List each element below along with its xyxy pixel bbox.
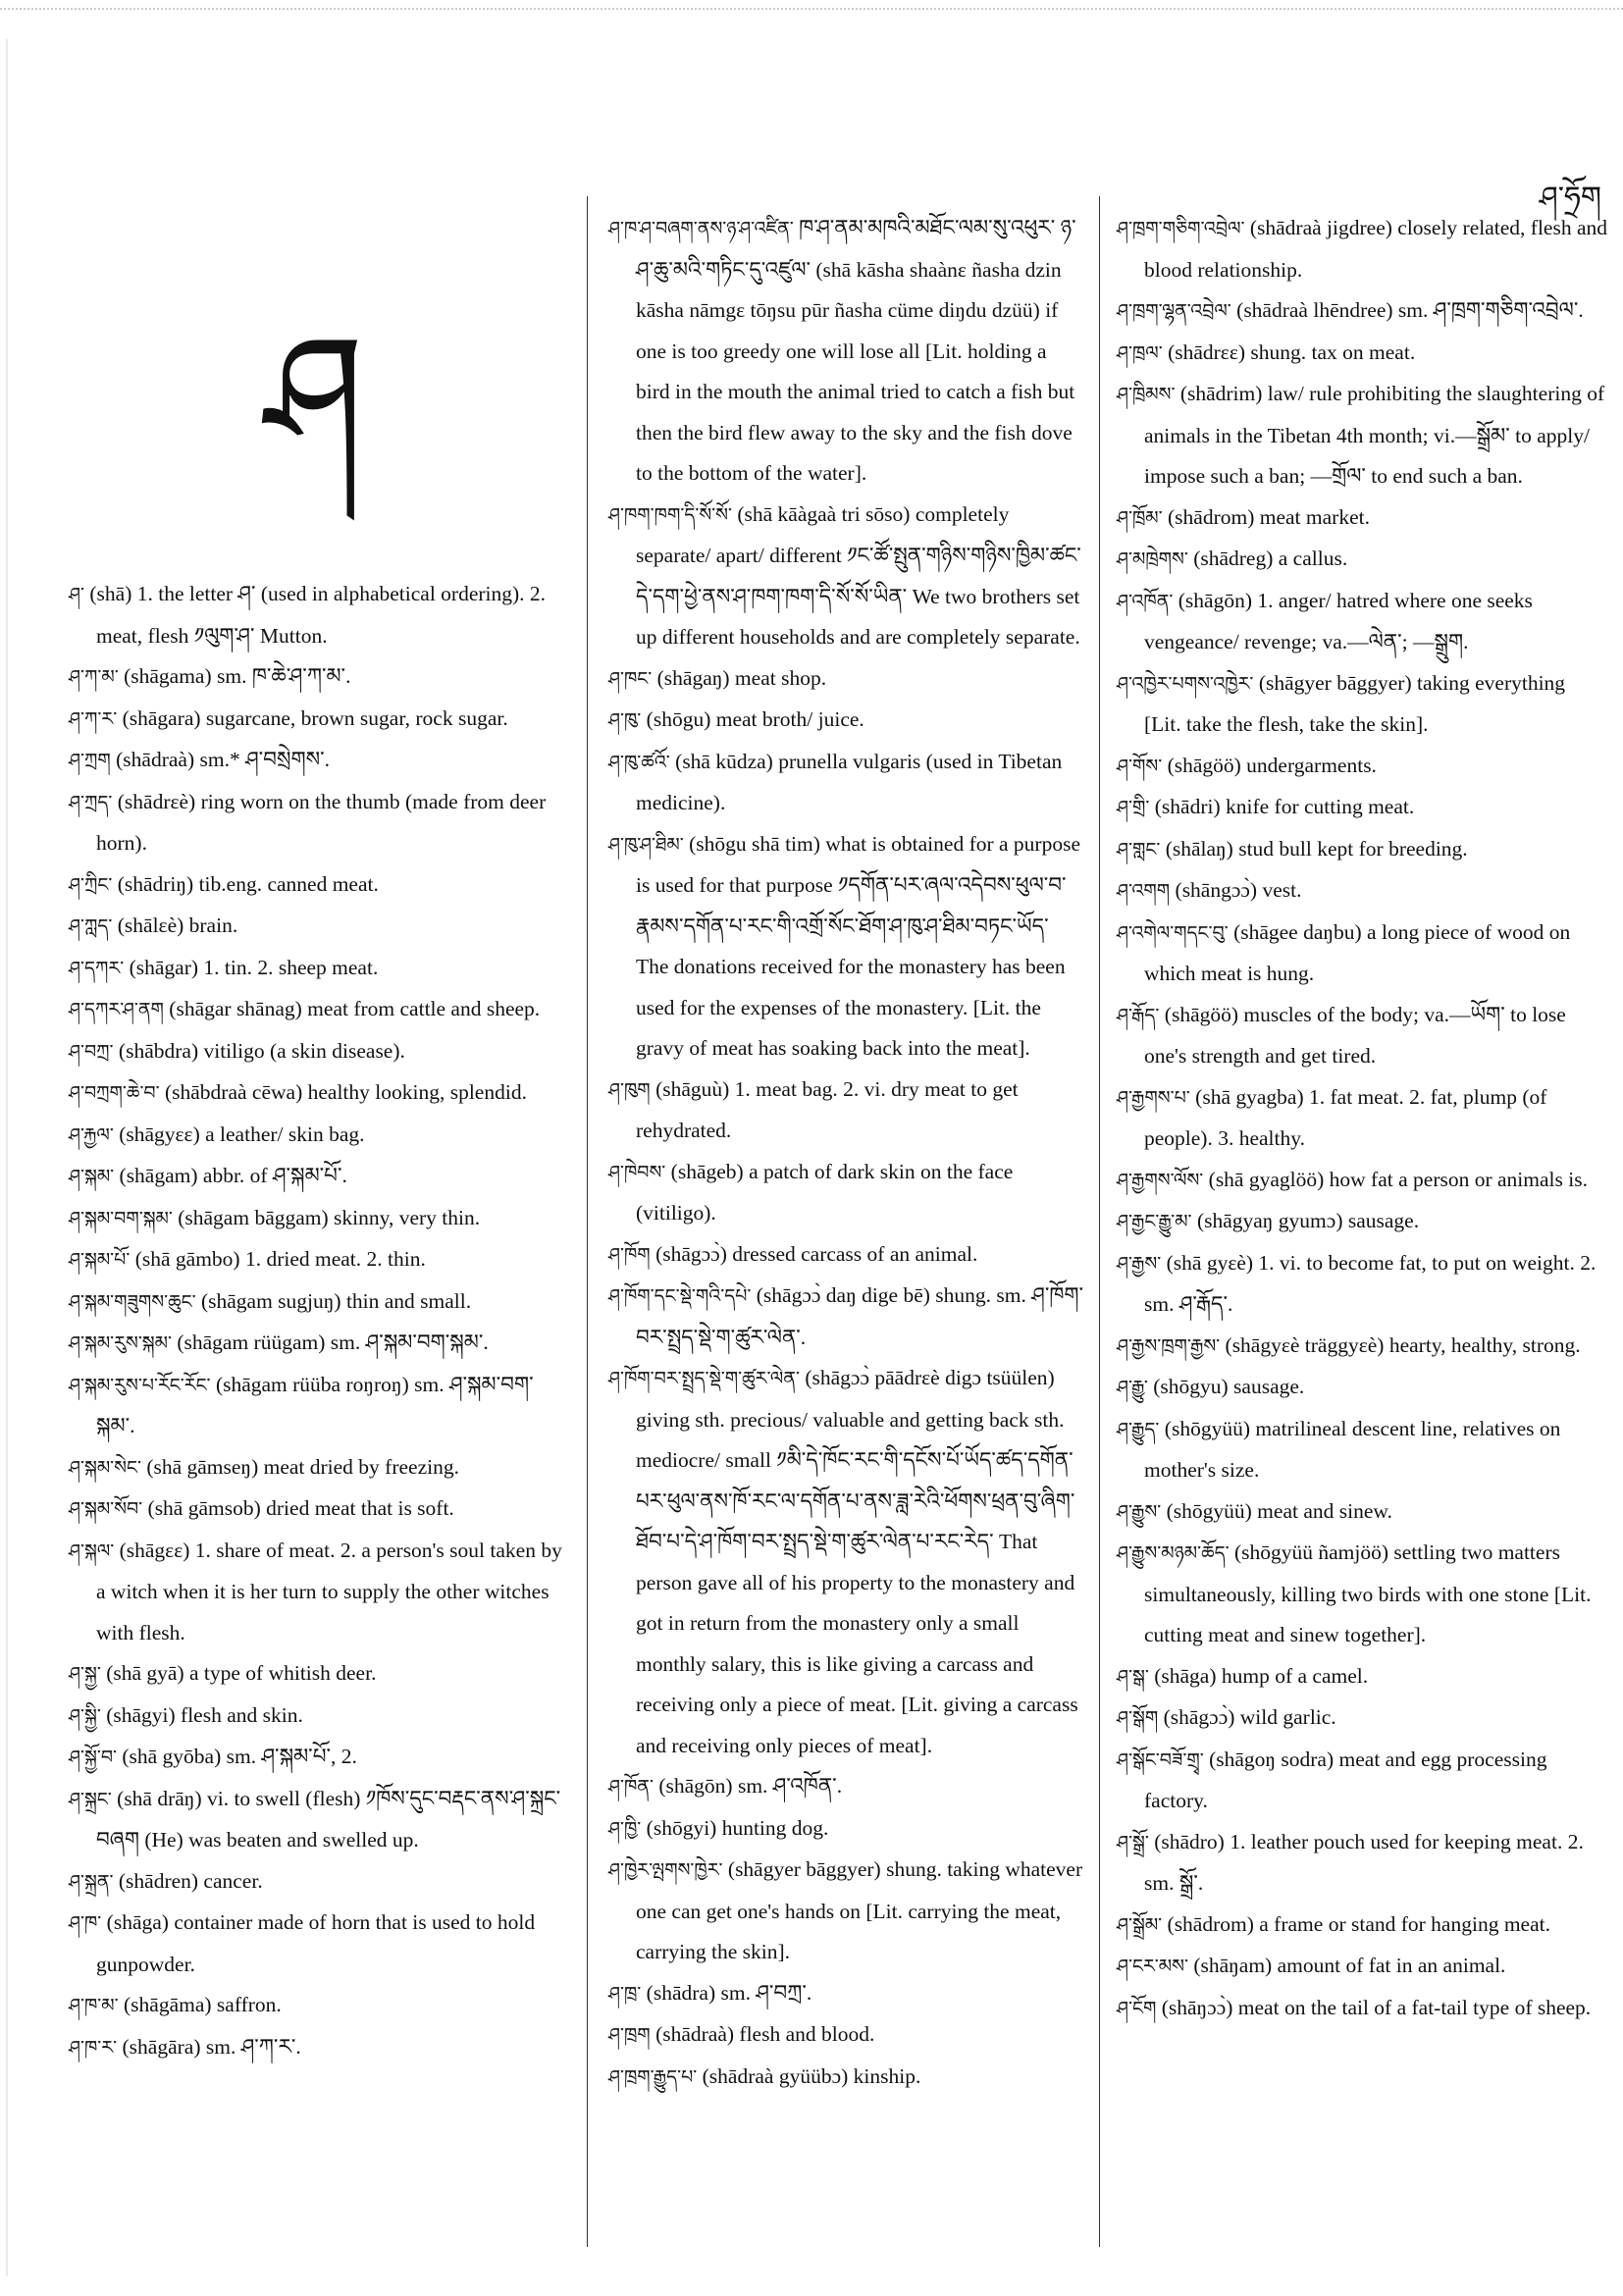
entry-definition: (shā gyōba) sm. ཤ་སྐམ་པོ་, 2. [116,1745,357,1768]
entry-definition: (shāguù) 1. meat bag. 2. vi. dry meat to get rehydrated. [636,1076,1019,1142]
dictionary-entry [1117,539,1607,581]
dictionary-entry [1117,1491,1607,1534]
entry-headword: ཤ་སྐྱོ་བ་ [69,1747,117,1768]
entry-headword: ཤ་ཁུ་ཚའོ་ [608,751,670,773]
entry-headword: ཤ་ཁྲག་གཅིག་འབྲེལ་ [1117,218,1245,239]
entry-headword: ཤ་སྐམ་རུས་པ་རོང་རོང་ [69,1374,211,1396]
entry-headword: ཤ་ [69,584,84,605]
dictionary-entry [1117,581,1607,663]
dictionary-entry [69,1447,564,1489]
dictionary-entry [1117,1822,1607,1905]
entry-definition: (shāgam rüüba roŋroŋ) sm. ཤ་སྐམ་བག་སྐམ་. [96,1372,534,1437]
dictionary-entry [1117,1533,1607,1656]
entry-definition: (shāgam rüügam) sm. ཤ་སྐམ་བག་སྐམ་. [171,1331,489,1354]
entry-definition: (shā drāŋ) vi. to swell (flesh) ༡ཁོས་དུང་བརྡང་ནས་ཤ་སྐྲང་བཞག (He) was beaten and swelled up. [96,1786,561,1852]
entry-headword: ཤ་སྒོང་བཟོ་གྲྭ་ [1117,1748,1204,1771]
entry-definition: (shābdraà cēwa) healthy looking, splendid. [159,1080,527,1104]
entry-headword: ཤ་ཁྲལ་ [1117,341,1163,364]
entry-headword: ཤ་ཁྲག [608,2024,651,2046]
entry-headword: ཤ་ཀ་ར་ [69,707,118,730]
entry-headword: ཤ་སྐམ་རུས་སྐམ་ [69,1332,172,1354]
dictionary-entry [69,1531,564,1654]
entry-headword: ཤ་སྒྲོམ་ [1117,1913,1163,1936]
entry-definition: (shādrɛɛ) shung. tax on meat. [1162,339,1416,364]
dictionary-entry [1117,1905,1607,1947]
entry-definition: (shādro) 1. leather pouch used for keeping meat. 2. sm. སྒྲོ་. [1144,1829,1584,1895]
entry-headword: ཤ་འགེལ་གདང་བུ་ [1117,921,1229,944]
dictionary-entry [1117,829,1607,871]
entry-definition: (shāgöö) muscles of the body; va.—ཡོག་ to lose one's strength and get tired. [1144,1002,1566,1068]
entry-definition: (shāgeb) a patch of dark skin on the face (vitiligo). [636,1159,1014,1225]
column-divider-2 [1099,196,1100,2247]
entry-definition: (shāgāma) saffron. [118,1993,282,2016]
entry-headword: ཤ་ཀ་མ་ [69,666,119,688]
dictionary-entry [608,824,1084,1070]
dictionary-entry [1117,995,1607,1077]
dictionary-entry [608,1973,1084,2015]
dictionary-entry [69,574,564,656]
entry-definition: (shāga) hump of a camel. [1148,1663,1369,1688]
entry-definition: (shāgam sugjuŋ) thin and small. [195,1288,472,1313]
entry-definition: (shāngɔɔ̀) vest. [1170,878,1302,902]
entry-headword: ཤ་ཀྲག [69,750,111,771]
entry-definition: (shā gyɛè) 1. vi. to become fat, to put on weight. 2. sm. ཤ་རྒོད་. [1144,1250,1597,1316]
dictionary-entry [1117,913,1607,995]
entry-headword: ཤ་སྐྲང་ [69,1788,112,1810]
entry-definition: (shāgɔɔ̀ pāādrɛè digɔ tsüülen) giving sth. precious/ valuable and getting back sth. mediocre/ small ༡མི་དེ་ཁོང་རང་གི་དངོས་པོ་ཡོད་ཚད་དགོན་པར་ཕུལ་ནས་ཁོ་རང་ལ་དགོན་པ་ནས་ཟླ་རེའི་ཕོགས་ཕྲན་བུ་ཞིག་ཐོབ་པ་དེ་ཤ་ཁོག་བར་སྤྲད་སྡེ་ག་ཚུར་ལེན་པ་རང་རེད་ That person gave all of his property to the monastery and got in return from the monastery only a small monthly salary, this is like giving a carcass and receiving only a piece of meat. [Lit. giving a carcass and receiving only pieces of meat]. [636,1366,1078,1757]
dictionary-entry [69,1072,564,1115]
entry-definition: (shāgam) abbr. of ཤ་སྐམ་པོ་. [114,1164,347,1187]
entry-definition: (shāgama) sm. ཁ་ཆེ་ཤ་ཀ་མ་. [118,664,351,688]
entry-definition: (shāgam bāggam) skinny, very thin. [172,1205,481,1229]
dictionary-entry [608,2014,1084,2057]
entry-definition: (shādreg) a callus. [1187,547,1348,570]
entry-definition: (shādrom) meat market. [1162,504,1370,529]
entry-definition: (shā gyā) a type of whitish deer. [100,1661,377,1685]
dictionary-entry [1117,1409,1607,1491]
column-2 [608,208,1084,2098]
entry-headword: ཤ་གླང་ [1117,838,1161,861]
entry-headword: ཤ་རྒྱུས་མཉམ་ཆོད་ [1117,1542,1230,1564]
dictionary-entry [69,1737,564,1779]
entry-headword: ཤ་ངོག [1117,1997,1157,2019]
entry-definition: (shāgyer bāggyer) shung. taking whatever one can get one's hands on [Lit. carrying the meat, carrying the skin]. [636,1857,1083,1963]
dictionary-entry [1117,1201,1607,1243]
entry-definition: (shāgyɛɛ) a leather/ skin bag. [113,1122,365,1146]
dictionary-entry [69,1488,564,1531]
dictionary-entry [608,1152,1084,1234]
entry-headword: ཤ་རྒྱགས་པ་ [1117,1086,1190,1109]
dictionary-entry [1117,374,1607,497]
dictionary-entry [1117,208,1607,290]
entry-definition: (shādraà lhēndree) sm. ཤ་ཁྲག་གཅིག་འབྲེལ་. [1230,298,1584,322]
dictionary-entry [608,700,1084,742]
entry-definition: (shādraà jigdree) closely related, flesh and blood relationship. [1144,216,1607,282]
entry-headword: ཤ་འཁྱེར་པགས་འཁྱེར་ [1117,672,1254,695]
dictionary-entry [69,1861,564,1904]
entry-definition: (shāŋam) amount of fat in an animal. [1187,1954,1506,1977]
dictionary-entry [1117,1077,1607,1160]
entry-definition: (shādraà) sm.* ཤ་བསྲེགས་. [110,748,331,771]
dictionary-entry [608,1070,1084,1152]
entry-headword: ཤ་ཁྲ་ [608,1982,642,2005]
entry-definition: (shōgu) meat broth/ juice. [641,707,864,731]
entry-headword: ཤ་ཁ་ [69,1912,102,1934]
dictionary-entry [69,1985,564,2027]
entry-headword: ཤ་ཁུ་ [608,709,642,731]
dictionary-entry [608,1358,1084,1766]
dictionary-entry [1117,1697,1607,1740]
dictionary-entry [69,948,564,990]
entry-definition: (shōgyüü) meat and sinew. [1161,1498,1392,1523]
entry-headword: ཤ་ཁོག [608,1243,651,1266]
column-divider-1 [587,196,588,2247]
entry-definition: (shāgōn) sm. ཤ་འཁོན་. [653,1774,843,1798]
entry-definition: (shōgu shā tim) what is obtained for a purpose is used for that purpose ༡དགོན་པར་ཞལ་འདེབས་ཕུལ་བ་རྣམས་དགོན་པ་རང་གི་འགྲོ་སོང་ཐོག་ཤ་ཁུ་ཤ་ཐིམ་བཏང་ཡོད་ The donations received for the monastery has been used for the expenses of the monastery. [Lit. the gravy of meat has soaking back into the meat]. [636,831,1081,1060]
entry-headword: ཤ་ཁང་ [608,667,653,690]
dictionary-entry [1117,1243,1607,1326]
entry-headword: ཤ་ཀྲད་ [69,791,113,813]
dictionary-entry [608,208,1084,495]
entry-headword: ཤ་ཁུ་ཤ་ཐིམ་ [608,833,684,856]
dictionary-entry [1117,1160,1607,1202]
entry-definition: (shālaŋ) stud bull kept for breeding. [1160,836,1468,861]
entry-definition: (shōgyu) sausage. [1147,1375,1305,1398]
dictionary-entry [69,740,564,782]
entry-headword: ཤ་ཀླད་ [69,915,113,937]
entry-headword: ཤ་སྐྲན་ [69,1870,114,1893]
dictionary-entry [1117,787,1607,829]
entry-headword: ཤ་སྐྱ་ [69,1663,101,1685]
column-3 [1117,208,1607,2029]
dictionary-entry [69,1031,564,1073]
entry-definition: (shāgyɛè träggyɛè) hearty, healthy, strong. [1220,1332,1581,1357]
entry-definition: (shā gyagba) 1. fat meat. 2. fat, plump (of people). 3. healthy. [1144,1084,1547,1150]
entry-definition: (shāgaŋ) meat shop. [652,665,827,690]
entry-definition: (shāga) container made of horn that is used to hold gunpowder. [96,1910,536,1976]
entry-headword: ཤ་ཁེབས་ [608,1161,666,1183]
dictionary-entry [608,742,1084,824]
entry-headword: ཤ་རྒྱས་ཁྲག་རྒྱས་ [1117,1334,1221,1357]
entry-headword: ཤ་འཁོན་ [1117,590,1174,612]
entry-definition: (shādren) cancer. [113,1868,263,1893]
entry-headword: ཤ་ཀྲིང་ [69,873,113,896]
dictionary-entry [1117,497,1607,540]
entry-headword: ཤ་ཁུག [608,1078,651,1101]
entry-definition: (shāgāra) sm. ཤ་ཀ་ར་. [117,2034,301,2059]
dictionary-entry [69,1198,564,1240]
dictionary-entry [608,495,1084,658]
entry-headword: ཤ་སྐམ་སེང་ [69,1456,141,1479]
entry-headword: ཤ་སྒོག [1117,1707,1159,1729]
dictionary-entry [69,1239,564,1281]
entry-definition: (shādrom) a frame or stand for hanging meat. [1162,1911,1550,1936]
dictionary-entry [69,1365,564,1447]
entry-headword: ཤ་མཁྲེགས་ [1117,548,1188,570]
entry-headword: ཤ་གོས་ [1117,755,1163,777]
dictionary-entry [69,656,564,699]
entry-headword: ཤ་ཁྱེར་ལྤགས་ཁྱེར་ [608,1859,723,1881]
dictionary-entry [608,1234,1084,1277]
entry-definition: (shōgyüü) matrilineal descent line, relatives on mother's size. [1144,1416,1561,1482]
dictionary-entry [69,782,564,864]
dictionary-entry [608,1808,1084,1851]
entry-headword: ཤ་ཁྱི་ [608,1817,642,1840]
entry-definition: (shā gyaglöö) how fat a person or animals is. [1203,1167,1588,1191]
entry-definition: (shā gāmseŋ) meat dried by freezing. [140,1454,459,1479]
dictionary-entry [1117,290,1607,333]
entry-definition: (shāgyi) flesh and skin. [100,1702,303,1727]
entry-definition: (shādraà) flesh and blood. [650,2022,875,2046]
entry-headword: ཤ་ཁ་ཤ་བཞག་ནས་ཉ་ཤ་འཛིན་ [608,218,794,239]
entry-headword: ཤ་གྲི་ [1117,797,1150,818]
entry-definition: (shāgara) sugarcane, brown sugar, rock sugar. [117,705,508,730]
entry-definition: (shāgɛɛ) 1. share of meat. 2. a person's soul taken by a witch when it is her turn to supply the other witches with flesh. [96,1538,562,1644]
entry-headword: ཤ་རྒྱགས་ལོས་ [1117,1169,1204,1191]
entry-headword: ཤ་སྐམ་ [69,1166,115,1187]
entry-definition: (shōgyi) hunting dog. [641,1815,829,1840]
dictionary-entry [69,1903,564,1985]
entry-definition: (shāgee daŋbu) a long piece of wood on which meat is hung. [1144,919,1571,985]
entry-headword: ཤ་སྐལ་ [69,1539,115,1562]
dictionary-entry [69,1653,564,1696]
entry-definition: (shālɛè) brain. [112,913,238,937]
dictionary-entry [608,2057,1084,2099]
entry-definition: (shāgöö) undergarments. [1162,753,1377,777]
entry-headword: ཤ་སྐམ་པོ་ [69,1249,131,1271]
entry-headword: ཤ་འགག [1117,880,1171,902]
entry-definition: (shāgɔɔ̀) dressed carcass of an animal. [650,1241,978,1266]
entry-definition: (shāgyer bāggyer) taking everything [Lit. take the flesh, take the skin]. [1144,670,1566,736]
entry-headword: ཤ་བཀྲག་ཆེ་བ་ [69,1082,160,1104]
entry-definition: (shā kāàgaà tri sōso) completely separate/ apart/ different ༡ང་ཚོ་སྤུན་གཉིས་གཉིས་ཁྱིམ་ཚང་དེ་དག་ཕྱེ་ནས་ཤ་ཁག་ཁག་དི་སོ་སོ་ཡིན་ We two brothers set up different households and are completely separate. [636,501,1081,649]
dictionary-entry [608,1766,1084,1808]
entry-definition: (shāgoŋ sodra) meat and egg processing factory. [1144,1747,1547,1812]
dictionary-entry [1117,663,1607,746]
left-scan-edge [6,39,8,2276]
entry-headword: ཤ་དཀར་ [69,957,125,979]
entry-headword: ཤ་སྐྱི་ [69,1704,101,1727]
entry-definition: (shā gāmsob) dried meat that is soft. [142,1496,454,1520]
entry-headword: ཤ་རྒྱུད་ [1117,1418,1160,1440]
entry-definition: (shā) 1. the letter ཤ་ (used in alphabetical ordering). 2. meat, flesh ༡ལུག་ཤ་ Mutton. [84,582,547,648]
entry-headword: ཤ་ཁག་ཁག་དི་སོ་སོ་ [608,503,732,526]
entry-headword: ཤ་སྐམ་སོབ་ [69,1498,143,1520]
dictionary-entry [69,1281,564,1324]
entry-headword: ཤ་ཁྲིམས་ [1117,384,1176,405]
dictionary-entry [1117,1326,1607,1368]
dictionary-entry [69,1156,564,1198]
entry-headword: ཤ་ཁོག་བར་སྤྲད་སྡེ་ག་ཚུར་ལེན་ [608,1368,800,1389]
entry-headword: ཤ་སྒྲོ་ [1117,1831,1149,1853]
top-scan-edge [0,8,1623,16]
dictionary-entry [608,1276,1084,1358]
entry-definition: (shādrim) law/ rule prohibiting the slaughtering of animals in the Tibetan 4th month; vi.—སྒྲོམ་ to apply/ impose such a ban; —གྲོལ་ to end such a ban. [1144,382,1605,488]
dictionary-entry [608,658,1084,701]
entry-definition: (shādri) knife for cutting meat. [1149,795,1415,818]
dictionary-entry [1117,1656,1607,1698]
dictionary-entry [1117,1367,1607,1409]
entry-headword: ཤ་སྒ་ [1117,1665,1149,1688]
dictionary-entry [69,989,564,1031]
entry-headword: ཤ་རྒྱང་རྒྱུ་མ་ [1117,1211,1192,1232]
dictionary-entry [69,2027,564,2069]
entry-headword: ཤ་བཀྲ་ [69,1040,114,1063]
entry-headword: ཤ་རྒྱུས་ [1117,1500,1162,1523]
entry-headword: ཤ་རྐྱལ་ [69,1123,114,1146]
entry-definition: (shā gāmbo) 1. dried meat. 2. thin. [130,1247,426,1271]
entry-headword: ཤ་ཁ་མ་ [69,1995,119,2016]
entry-definition: (shāgɔɔ̀ daŋ dige bē) shung. sm. ཤ་ཁོག་བར་སྤྲད་སྡེ་ག་ཚུར་ལེན་. [636,1283,1084,1349]
dictionary-entry [1117,746,1607,788]
entry-definition: (shā kūdza) prunella vulgaris (used in Tibetan medicine). [636,749,1063,814]
entry-headword: ཤ་སྐམ་གཟུགས་ཆུང་ [69,1290,196,1313]
column-1 [69,574,564,2068]
entry-headword: ཤ་རྒྱུ་ [1117,1377,1148,1398]
entry-definition: (shāgōn) 1. anger/ hatred where one seeks vengeance/ revenge; va.—ལེན་; —སྒྲུག. [1144,588,1533,653]
dictionary-entry [69,1779,564,1861]
entry-headword: ཤ་རྒྱས་ [1117,1252,1162,1275]
dictionary-entry [69,1115,564,1157]
entry-headword: ཤ་ཁོན་ [608,1776,654,1798]
entry-headword: ཤ་ཁྲོམ་ [1117,506,1163,529]
entry-headword: ཤ་རྒོད་ [1117,1004,1160,1026]
entry-headword: ཤ་སྐམ་བག་སྐམ་ [69,1207,173,1229]
entry-definition: (shāgɔɔ̀) wild garlic. [1158,1705,1336,1729]
entry-definition: (shādraà gyüübɔ) kinship. [697,2063,921,2088]
dictionary-entry [608,1850,1084,1973]
entry-definition: (shāgar shānag) meat from cattle and sheep. [163,997,541,1020]
dictionary-entry [1117,1740,1607,1822]
entry-headword: ཤ་ཁོག་དང་སྡེ་གའི་དཔེ་ [608,1285,752,1307]
entry-headword: ཤ་ངར་མས་ [1117,1956,1188,1977]
entry-definition: (shādriŋ) tib.eng. canned meat. [112,871,379,896]
entry-definition: (shāgar) 1. tin. 2. sheep meat. [124,955,379,979]
dictionary-entry [1117,333,1607,375]
entry-definition: (shāŋɔɔ̀) meat on the tail of a fat-tail type of sheep. [1156,1995,1592,2019]
dictionary-entry [69,864,564,907]
dictionary-entry [1117,870,1607,913]
entry-definition: (shābdra) vitiligo (a skin disease). [113,1038,405,1063]
entry-definition: (shādra) sm. ཤ་བཀྲ་. [641,1980,812,2005]
entry-definition: (shāgyaŋ gyumɔ) sausage. [1191,1209,1420,1232]
entry-headword: ཤ་ཁྲག་རྒྱུད་པ་ [608,2065,698,2088]
running-header-guide-word: ཤ་ཧྲོག [1539,181,1601,215]
entry-headword: ཤ་དཀར་ཤ་ནག [69,999,164,1020]
dictionary-entry [69,1323,564,1365]
entry-definition: (shōgyüü ñamjöö) settling two matters simultaneously, killing two birds with one stone [Lit. cutting meat and sinew together]. [1144,1540,1592,1646]
dictionary-entry [1117,1946,1607,1988]
entry-definition: ཁ་ཤ་ནམ་མཁའི་མཐོང་ལམ་སུ་འཕུར་ ཉ་ཤ་ཆུ་མའི་གཏིང་དུ་འཛུལ་ (shā kāsha shaànɛ ñasha dzin kāsha nāmgɛ tōŋsu pūr ñasha cüme diŋdu dzüü) if one is too greedy one will lose all [Lit. holding a bird in the mouth the animal tried to catch a fish but then the bird flew away to the sky and the fish dove to the bottom of the water]. [636,216,1076,485]
entry-definition: (shādrɛè) ring worn on the thumb (made from deer horn). [96,789,547,855]
dictionary-entry [1117,1988,1607,2030]
section-letter-heading: ཤ [265,300,365,484]
entry-headword: ཤ་ཁྲག་ལྷན་འབྲེལ་ [1117,300,1231,322]
entry-headword: ཤ་ཁ་ར་ [69,2036,118,2059]
dictionary-entry [69,699,564,741]
dictionary-entry [69,906,564,948]
dictionary-entry [69,1696,564,1738]
